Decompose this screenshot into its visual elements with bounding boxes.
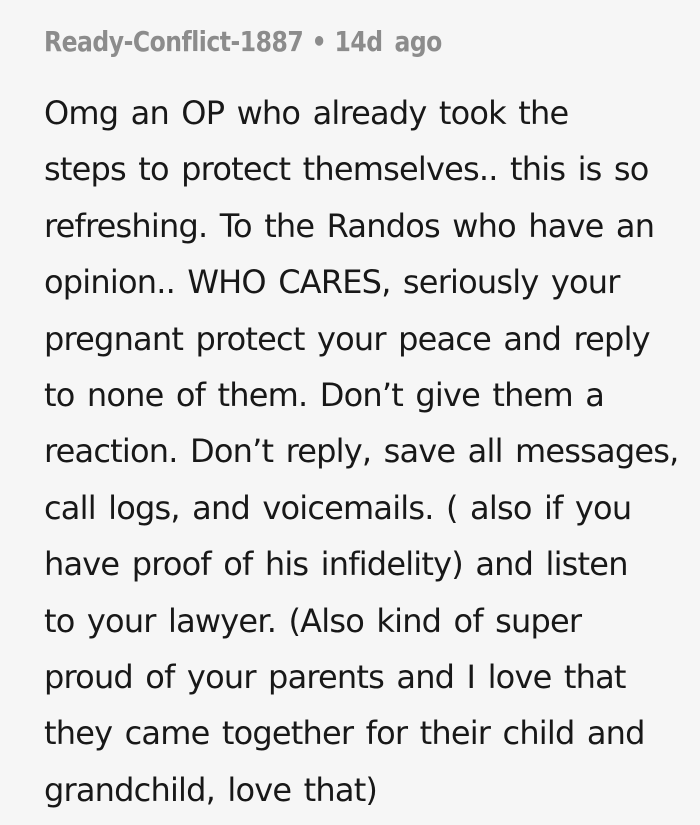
comment-text-line: they came together for their child and [44,714,645,753]
comment-text-line: grandchild, love that) [44,770,378,809]
comment-text-line: opinion.. WHO CARES, seriously your [44,263,620,302]
separator-dot-icon: • [311,25,327,58]
comment-text-line: have proof of his infidelity) and listen [44,545,628,584]
comment-header [44,24,570,60]
comment-text-line: refreshing. To the Randos who have an [44,206,655,245]
comment-text-line: to your lawyer. (Also kind of super [44,601,582,640]
comment-text-line: reaction. Don’t reply, save all messages, [44,432,679,471]
comment-text-line: pregnant protect your peace and reply [44,319,650,358]
comment-text-line: Omg an OP who already took the [44,94,569,132]
comment-author[interactable]: Ready-Conflict-1887 [44,25,304,58]
comment-text-line: call logs, and voicemails. ( also if you [44,488,632,527]
comment-text-line: to none of them. Don’t give them a [44,376,605,415]
comment-text-line: proud of your parents and I love that [44,658,626,697]
comment-text-line: steps to protect themselves.. this is so [44,150,649,189]
comment-body [44,85,679,818]
comment-age: 14d ago [334,25,442,58]
